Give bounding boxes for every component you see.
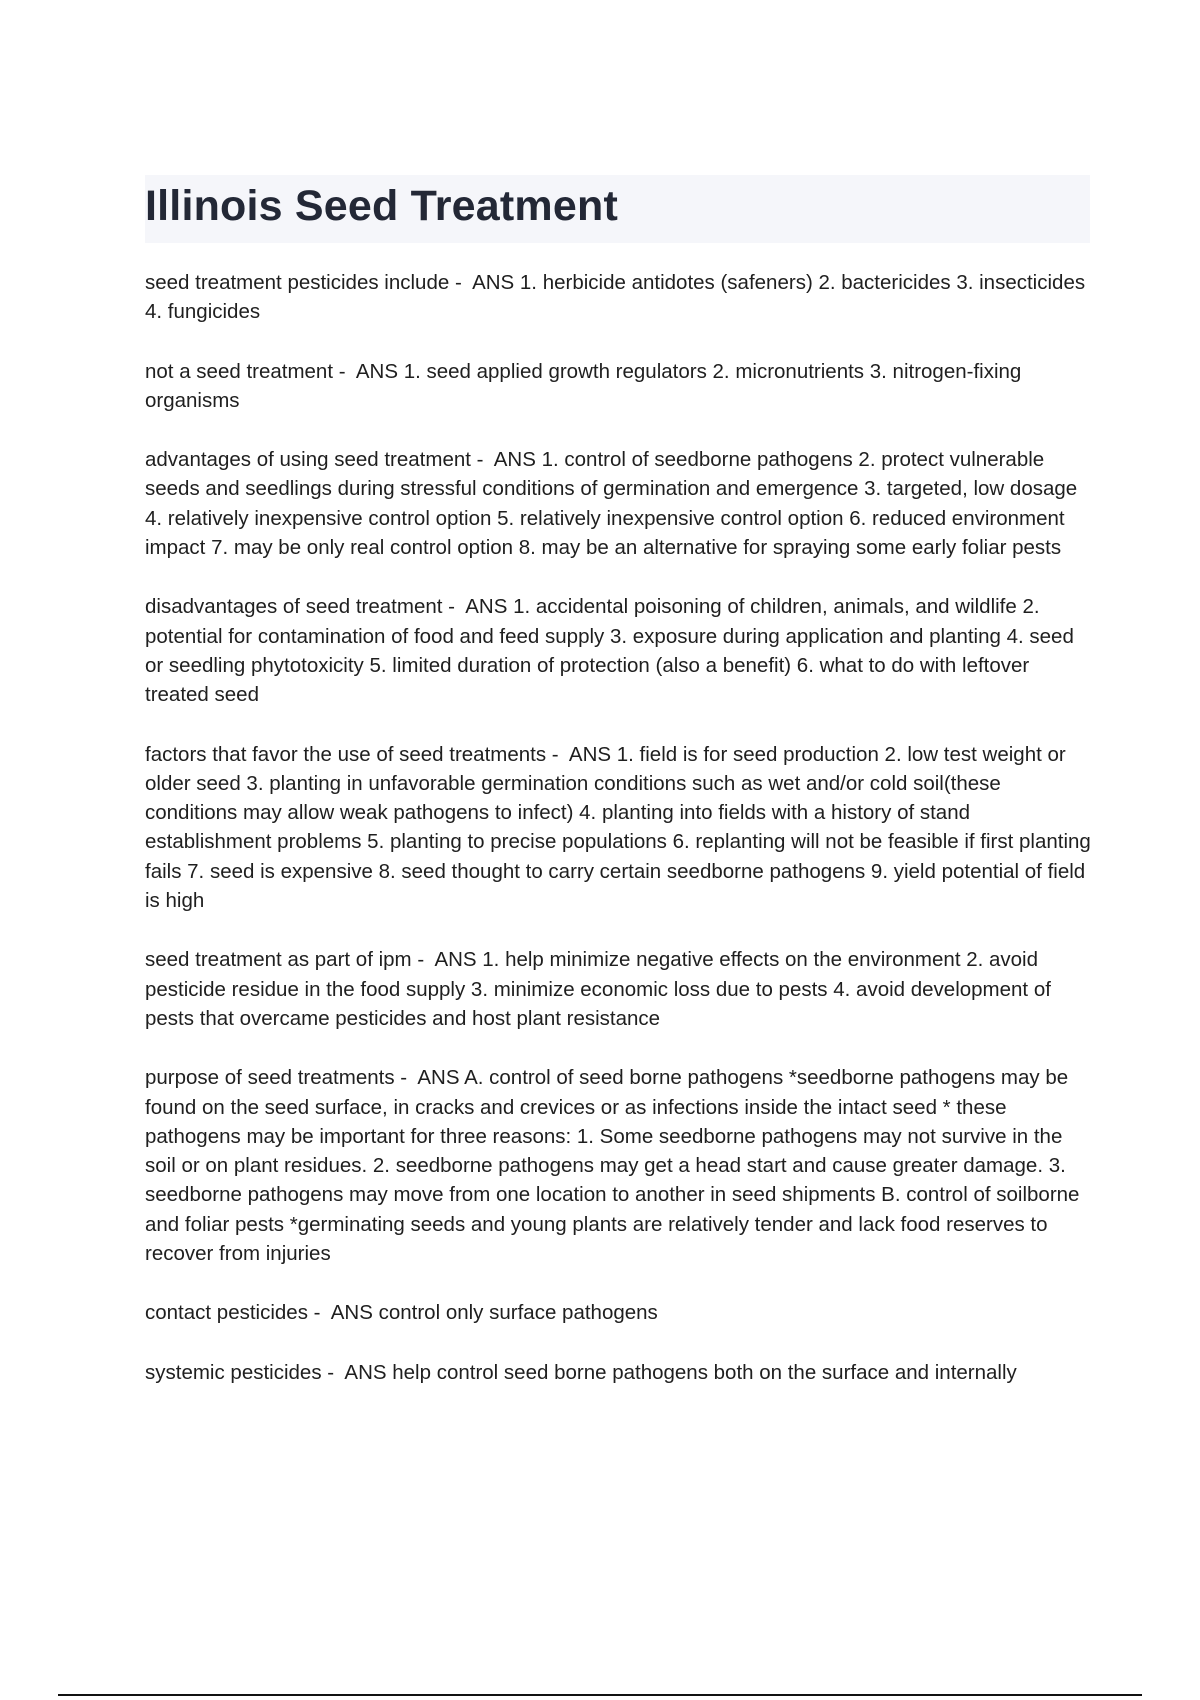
qa-item [145,1298,1095,1327]
qa-item [145,1358,1095,1387]
qa-item [145,592,1095,709]
qa-answer: ANS A. control of seed borne pathogens *seedborne pathogens may be found on the seed surface, in cracks and crevices or as infections inside the intact seed * these pathogens may be important for three reasons: 1. Some seedborne pathogens may not survive in the soil or on plant residues. 2. seedborne pathogens may get a head start and cause greater damage. 3. seedborne pathogens may move from one location to another in seed shipments B. control of soilborne and foliar pests *germinating seeds and young plants are relatively tender and lack food reserves to recover from injuries [145,1066,1080,1266]
qa-item [145,740,1095,916]
qa-item [145,268,1095,327]
qa-answer: ANS help control seed borne pathogens both on the surface and internally [344,1360,1017,1384]
qa-answer: ANS 1. herbicide antidotes (safeners) 2. bactericides 3. insecticides 4. fungicides [145,271,1086,324]
qa-answer: ANS control only surface pathogens [330,1301,658,1325]
qa-item [145,445,1095,562]
qa-question: purpose of seed treatments - [145,1066,417,1089]
qa-item [145,1063,1095,1268]
qa-question: disadvantages of seed treatment - [145,595,465,618]
qa-question: advantages of using seed treatment - [145,448,494,471]
qa-question: contact pesticides - [145,1301,331,1324]
qa-question: seed treatment pesticides include - [145,271,472,294]
footer-rule [58,1694,1142,1696]
qa-question: systemic pesticides - [145,1361,344,1384]
qa-answer: ANS 1. seed applied growth regulators 2. micronutrients 3. nitrogen-fixing organisms [145,359,1022,412]
qa-question: seed treatment as part of ipm - [145,948,434,971]
qa-question: factors that favor the use of seed treatments - [145,743,569,766]
qa-item [145,357,1095,416]
qa-item [145,945,1095,1033]
document-title: Illinois Seed Treatment [145,182,618,230]
qa-list [145,268,1095,1417]
qa-answer: ANS 1. help minimize negative effects on the environment 2. avoid pesticide residue in the food supply 3. minimize economic loss due to pests 4. avoid development of pests that overcame pesticides and host plant resistance [145,948,1051,1030]
qa-answer: ANS 1. field is for seed production 2. low test weight or older seed 3. planting in unfavorable germination conditions such as wet and/or cold soil(these conditions may allow weak pathogens to infect) 4. planting into fields with a history of stand establishment problems 5. planting to precise populations 6. replanting will not be feasible if first planting fails 7. seed is expensive 8. seed thought to carry certain seedborne pathogens 9. yield potential of field is high [145,742,1091,913]
qa-answer: ANS 1. control of seedborne pathogens 2. protect vulnerable seeds and seedlings during stressful conditions of germination and emergence 3. targeted, low dosage 4. relatively inexpensive control option 5. relatively inexpensive control option 6. reduced environment impact 7. may be only real control option 8. may be an alternative for spraying some early foliar pests [145,448,1078,560]
qa-answer: ANS 1. accidental poisoning of children, animals, and wildlife 2. potential for contamination of food and feed supply 3. exposure during application and planting 4. seed or seedling phytotoxicity 5. limited duration of protection (also a benefit) 6. what to do with leftover treated seed [145,595,1074,707]
qa-question: not a seed treatment - [145,360,356,383]
